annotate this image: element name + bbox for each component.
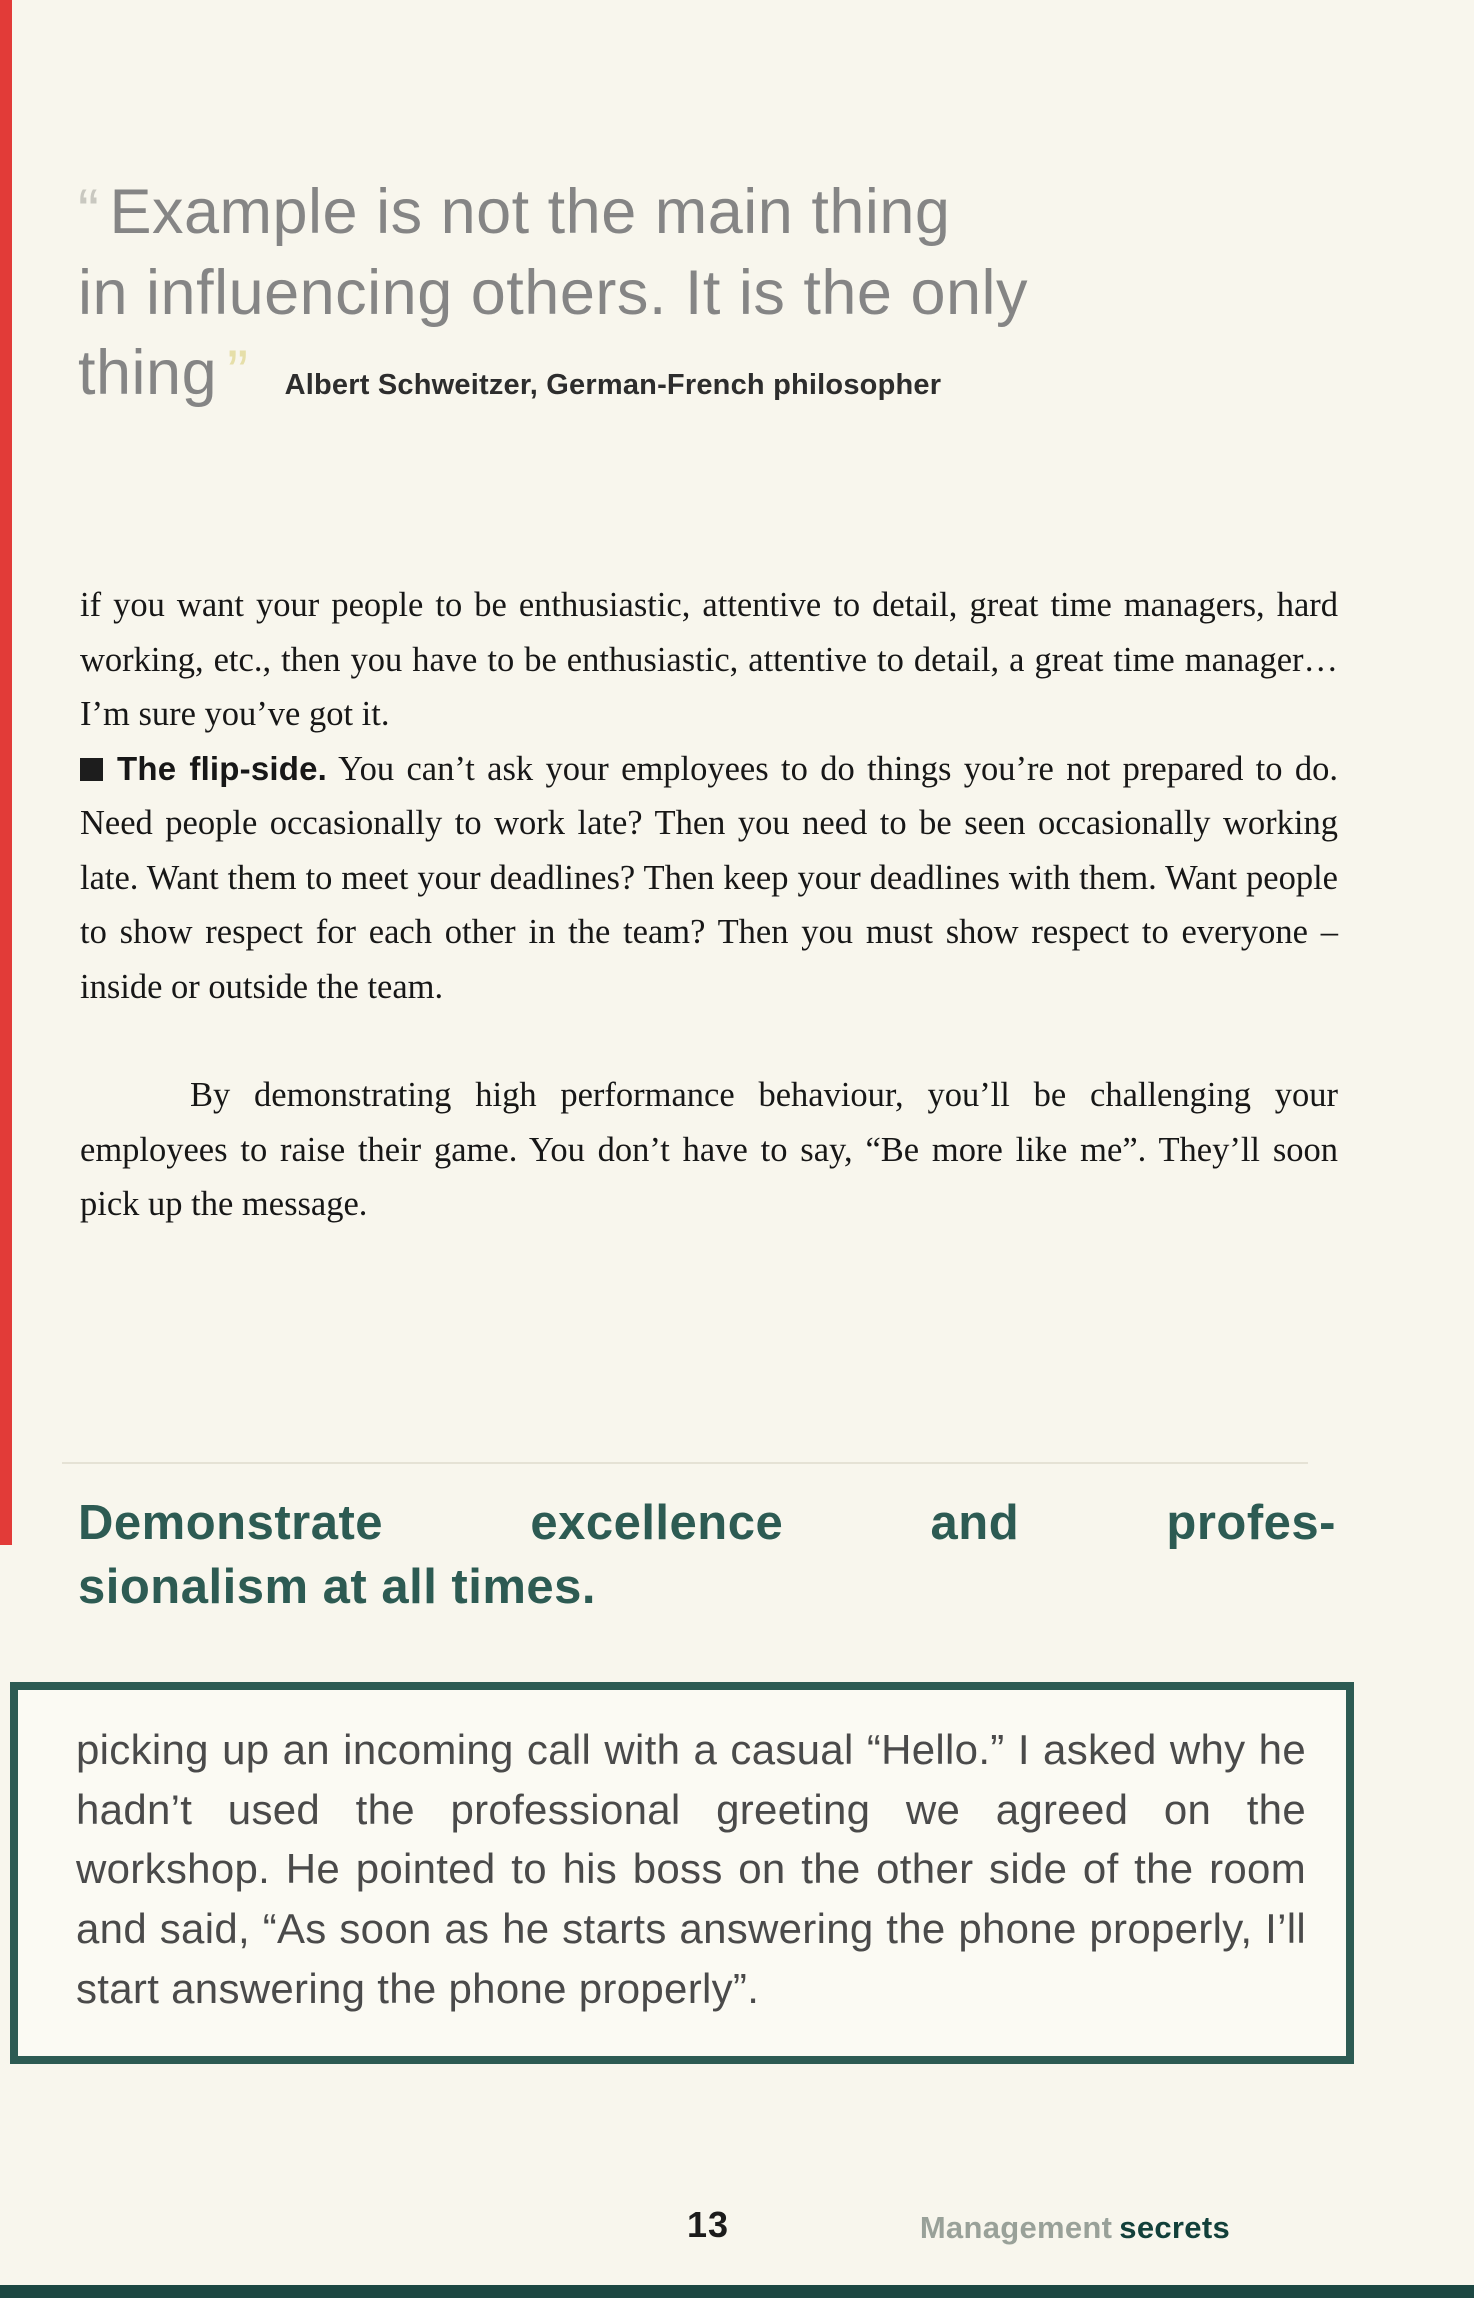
quote-line-2: [78, 253, 1368, 334]
quote-text: in influencing others. It is the only: [78, 257, 1029, 328]
page-number: 13: [687, 2204, 730, 2245]
body-paragraph-1: if you want your people to be enthusiastic, attentive to detail, great time managers, hard working, etc., then you have to be enthusiastic, attentive to detail, a great time manager… I’m sure you’ve got it.: [80, 586, 1338, 733]
flip-side-label: The flip-side.: [117, 749, 328, 787]
flip-side-text: You can’t ask your employees to do things you’re not prepared to do. Need people occasionally to work late? Then you need to be seen occasionally working late. Want them to meet your deadlines? Then keep your deadlines with them. Want people to show respect for each other in the team? Then you must show respect to everyone – inside or outside the team.: [80, 749, 1339, 1006]
brand-secrets-label: secrets: [1119, 2210, 1230, 2245]
pull-quote: [78, 172, 1368, 414]
quote-text: Example is not the main thing: [109, 177, 951, 247]
scan-crease-line: [62, 1462, 1308, 1464]
quote-line-3: [78, 333, 1368, 414]
brand-management-label: Management: [919, 2210, 1113, 2245]
open-quote-icon: “: [78, 177, 100, 247]
left-accent-stripe: [0, 0, 12, 1545]
book-brand: [920, 2210, 1230, 2246]
close-quote-icon: ”: [227, 338, 249, 409]
callout-text: picking up an incoming call with a casual “Hello.” I asked why he hadn’t used the professional greeting we agreed on the workshop. He pointed to his boss on the other side of the room and said, “As soon as he starts answering the phone properly, I’ll start answering the phone properly”.: [76, 1726, 1306, 2012]
quote-line-1: [78, 172, 1368, 253]
section-heading-line-2: sionalism at all times.: [78, 1559, 597, 1614]
body-paragraph-2: By demonstrating high performance behaviour, you’ll be challenging your employees to raise their game. You don’t have to say, “Be more like me”. They’ll soon pick up the message.: [80, 1076, 1338, 1223]
section-heading-line-1: Demonstrate excellence and profes-: [78, 1496, 1336, 1550]
body-copy: [80, 578, 1338, 1232]
quote-attribution: Albert Schweitzer, German-French philosopher: [284, 369, 942, 402]
flip-side-paragraph: [80, 742, 1338, 1015]
bottom-accent-bar: [0, 2285, 1474, 2298]
flip-side-bullet-icon: [80, 758, 103, 781]
quote-text: thing: [78, 338, 218, 409]
anecdote-callout-box: [10, 1682, 1354, 2064]
section-heading: [78, 1492, 1336, 1619]
